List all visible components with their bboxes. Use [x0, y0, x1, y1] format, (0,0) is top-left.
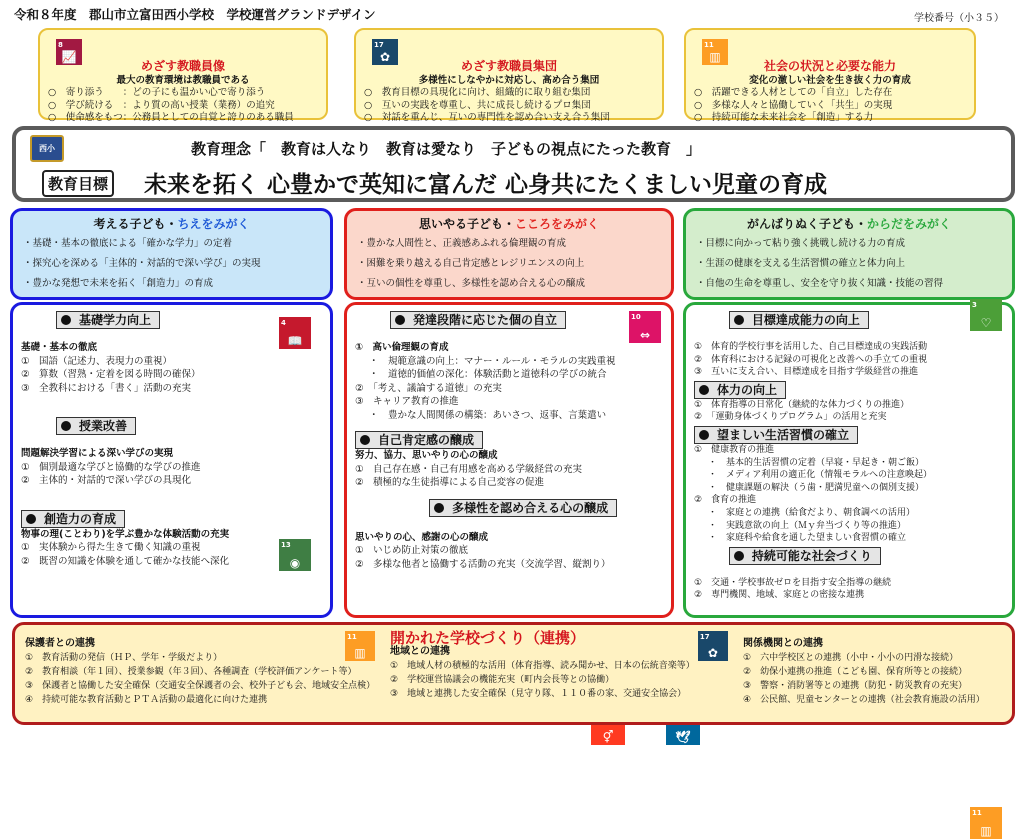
ideal-staff-box — [38, 28, 328, 123]
category-line: ・困難を乗り越える自己肯定感とレジリエンスの向上 — [357, 258, 585, 269]
list-item: ② 幼保小連携の推進（こども園、保育所等との接続） — [743, 667, 968, 677]
school-logo: 西小 — [30, 135, 64, 162]
list-item: ・ 家庭科や給食を通した望ましい食習慣の確立 — [708, 533, 907, 544]
community-partnership — [390, 631, 738, 701]
list-item: ① 健康教育の推進 — [694, 444, 775, 455]
section-title: 保護者との連携 — [25, 638, 95, 649]
section-heading: 目標達成能力の向上 — [729, 311, 869, 329]
society-box — [684, 28, 976, 123]
section-heading: 自己肯定感の醸成 — [355, 431, 483, 449]
list-item: ③ 互いに支え合い、目標達成を目指す学級経営の推進 — [694, 367, 919, 378]
list-item: ③ 地域と連携した安全確保（見守り隊、１１０番の家、交通安全協会） — [390, 689, 687, 699]
list-item: ○ 教育目標の具現化に向け、組織的に取り組む集団 — [364, 87, 591, 98]
category-line: ・生涯の健康を支える生活習慣の確立と体力向上 — [696, 258, 906, 269]
sdg-icon-11: 11 ▥ — [702, 39, 728, 65]
list-item: ○ 学び続ける ：より質の高い授業（業務）の追究 — [48, 99, 275, 111]
list-item: ② 「運動身体づくりプログラム」の活用と充実 — [694, 412, 887, 423]
sdg-icon-13: 13 ◉ — [279, 539, 311, 571]
sdg-icon-17: 17 ✿ — [372, 39, 398, 65]
list-item: ① 実体験から得た生きて働く知識の重視 — [21, 542, 201, 553]
list-item: ○ 活躍できる人材としての「自立」した存在 — [694, 87, 893, 98]
section-heading: 持続可能な社会づくり — [729, 547, 881, 565]
list-item: ① いじめ防止対策の徹底 — [355, 545, 469, 556]
sdg-icon-5: ⚥ — [591, 711, 625, 745]
list-item: ② 体育科における記録の可視化と改善への手立ての重視 — [694, 354, 928, 365]
section-subtitle: 努力、協力、思いやりの心の醸成 — [355, 450, 498, 461]
box-title: めざす教職員集団 — [460, 59, 557, 73]
list-item: ・ 基本的生活習慣の定着（早寝・早起き・朝ご飯） — [708, 457, 925, 468]
category-wisdom — [10, 208, 333, 300]
section-heading: 授業改善 — [56, 417, 136, 435]
list-item: ③ 全教科における「書く」活動の充実 — [21, 382, 192, 394]
list-item: ② 学校運営協議会の機能充実（町内会長等との協働） — [390, 675, 615, 685]
category-title: 考える子ども・ちえをみがく — [93, 217, 250, 231]
list-item: ② 多様な他者と協働する活動の充実（交流学習、縦割り） — [355, 558, 611, 570]
category-line: ・豊かな発想で未来を拓く「創造力」の育成 — [23, 278, 214, 289]
box-subtitle: 多様性にしなやかに対応し、高め合う集団 — [418, 75, 600, 86]
list-item: ① 交通・学校事故ゼロを目指す安全指導の継続 — [694, 577, 892, 588]
category-line: ・基礎・基本の徹底による「確かな学力」の定着 — [23, 238, 233, 249]
section-heading: 望ましい生活習慣の確立 — [694, 426, 858, 444]
sdg-icon-11: 11 ▥ — [970, 807, 1002, 839]
sdg-icon-16: 🕊 — [666, 711, 700, 745]
agency-partnership — [743, 637, 1011, 707]
educational-goal: 未来を拓く 心豊かで英知に富んだ 心身共にたくましい児童の育成 — [144, 172, 828, 198]
goal-label: 教育目標 — [42, 170, 114, 197]
category-heart — [344, 208, 674, 300]
section-heading: 基礎学力向上 — [56, 311, 160, 329]
category-title: がんばりぬく子ども・からだをみがく — [746, 217, 952, 231]
box-title: めざす教職員像 — [140, 59, 225, 73]
section-heading: 発達段階に応じた個の自立 — [390, 311, 566, 329]
section-subtitle: 物事の理(ことわり)を学ぶ豊かな体験活動の充実 — [21, 528, 230, 540]
list-item: ① 国語（記述力、表現力の重視） — [21, 355, 173, 367]
section-subtitle: 問題解決学習による深い学びの実現 — [21, 448, 174, 459]
list-item: ④ 公民館、児童センターとの連携（社会教育施設の活用） — [743, 695, 985, 705]
list-item: ○ 互いの実践を尊重し、共に成長し続けるプロ集団 — [364, 99, 591, 111]
list-item: ・ メディア利用の適正化（情報モラルへの注意喚起） — [708, 470, 933, 481]
list-item: ① 教育活動の発信（ＨＰ、学年・学級だより） — [25, 653, 223, 663]
list-item: ② 専門機関、地域、家庭との密接な連携 — [694, 590, 865, 601]
list-item: ② 「考え、議論する道徳」の充実 — [355, 382, 502, 394]
list-item: ○ 使命感をもつ：公務員としての自覚と誇りのある職員 — [48, 112, 294, 123]
list-item: ○ 寄り添う ：どの子にも温かい心で寄り添う — [48, 87, 266, 98]
category-line: ・目標に向かって粘り強く挑戦し続ける力の育成 — [696, 238, 906, 249]
list-item: ② 主体的・対話的で深い学びの具現化 — [21, 475, 192, 486]
list-item: ① 体育的学校行事を活用した、自己目標達成の実践活動 — [694, 342, 928, 352]
educational-philosophy: 教育理念「 教育は人なり 教育は愛なり 子どもの視点にたった教育 」 — [191, 140, 702, 158]
list-item: ○ 対話を重んじ、互いの専門性を認め合い支え合う集団 — [364, 112, 610, 123]
parent-partnership — [25, 637, 395, 707]
list-item: ② 教育相談（年１回）、授業参観（年３回）、各種調査（学校評価アンケート等） — [25, 667, 357, 677]
category-line: ・互いの個性を尊重し、多様性を認め合える心の醸成 — [357, 278, 586, 289]
list-item: ② 積極的な生徒指導による自己変容の促進 — [355, 477, 545, 488]
sdg-icon-3: 3 ♡ — [970, 299, 1002, 331]
list-item: ・ 豊かな人間関係の構築：あいさつ、返事、言葉遣い — [369, 409, 607, 421]
sdg-icon-4: 4 📖 — [279, 317, 311, 349]
list-item: ① 六中学校区との連携（小中・小小の円滑な接続） — [743, 653, 959, 663]
category-body — [683, 208, 1015, 300]
category-title: 思いやる子ども・こころをみがく — [418, 217, 600, 231]
list-item: ○ 多様な人々と協働していく「共生」の実現 — [694, 99, 893, 111]
list-item: ・ 実践意欲の向上（Ｍｙ弁当づくり等の推進） — [708, 520, 907, 531]
list-item: ③ 警察・消防署等との連携（防犯・防災教育の充実） — [743, 681, 968, 691]
ideal-staff-group-box — [354, 28, 664, 123]
list-item: ③ 保護者と協働した安全確保（交通安全保護者の会、校外子ども会、地域安全点検） — [25, 681, 376, 691]
box-subtitle: 変化の激しい社会を生き抜く力の育成 — [749, 75, 911, 86]
category-line: ・探究心を深める「主体的・対話的で深い学び」の実現 — [23, 258, 261, 269]
sdg-icon-8: 8 📈 — [56, 39, 82, 65]
list-item: ・ 健康課題の解決（う歯・肥満児童への個別支援） — [708, 482, 925, 493]
list-item: ① 自己存在感・自己有用感を高める学級経営の充実 — [355, 463, 583, 475]
box-title: 社会の状況と必要な能力 — [763, 59, 896, 73]
section-heading: 体力の向上 — [694, 381, 786, 399]
center-title: 開かれた学校づくり（連携） — [390, 629, 586, 647]
section-title: 地域との連携 — [390, 646, 450, 657]
sdg-icon-17: 17 ✿ — [698, 631, 728, 661]
philosophy-goal-box — [12, 126, 1015, 202]
box-subtitle: 最大の教育環境は教職員である — [116, 75, 250, 86]
section-subtitle: 基礎・基本の徹底 — [21, 342, 98, 353]
category-line: ・豊かな人間性と、正義感あふれる倫理観の育成 — [357, 238, 567, 249]
section-heading: 創造力の育成 — [21, 510, 125, 528]
list-item: ② 算数（習熟・定着を図る時間の確保） — [21, 369, 201, 380]
list-item: ④ 持続可能な教育活動とＰＴＡ活動の最適化に向けた連携 — [25, 695, 268, 705]
section-subtitle: 思いやりの心、感謝の心の醸成 — [355, 531, 489, 543]
list-item: ① 地域人材の積極的な活用（体育指導、読み聞かせ、日本の伝統音楽等） — [390, 661, 695, 671]
list-item: ・ 家庭との連携（給食だより、朝食調べの活用） — [708, 507, 916, 518]
list-item: ③ キャリア教育の推進 — [355, 396, 459, 407]
sdg-icon-10: 10 ⇔ — [629, 311, 661, 343]
list-item: ① 高い倫理観の育成 — [355, 342, 449, 353]
sdg-icon-11: 11 ▥ — [345, 631, 375, 661]
list-item: ① 体育指導の日常化（継続的な体力づくりの推進） — [694, 399, 910, 410]
list-item: ・ 規範意識の向上：マナー・ルール・モラルの実践重視 — [369, 355, 616, 367]
list-item: ① 個別最適な学びと協働的な学びの推進 — [21, 461, 201, 473]
partnership-box — [12, 622, 1015, 725]
list-item: ② 食育の推進 — [694, 495, 757, 506]
list-item: ○ 持続可能な未来社会を「創造」する力 — [694, 112, 874, 123]
section-heading: 多様性を認め合える心の醸成 — [429, 499, 617, 517]
category-line: ・自他の生命を尊重し、安全を守り抜く知識・技能の習得 — [696, 278, 944, 289]
page-title: 令和８年度 郡山市立富田西小学校 学校運営グランドデザイン — [14, 7, 376, 22]
section-title: 関係機関との連携 — [743, 638, 823, 649]
column-wisdom — [10, 302, 333, 618]
list-item: ・ 道徳的価値の深化：体験活動と道徳科の学びの統合 — [369, 369, 607, 380]
school-number: 学校番号（小３５） — [914, 13, 1004, 24]
list-item: ② 既習の知識を体験を通して確かな技能へ深化 — [21, 555, 230, 567]
